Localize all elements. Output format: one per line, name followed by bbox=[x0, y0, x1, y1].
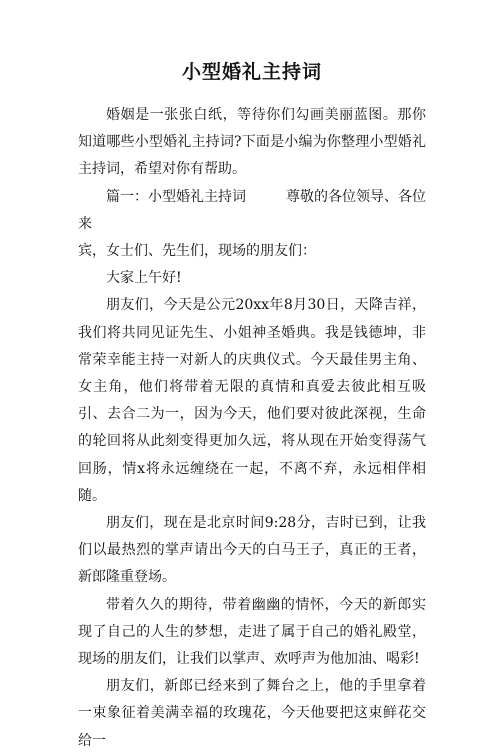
intro-paragraph: 婚姻是一张张白纸，等待你们勾画美丽蓝图。那你知道哪些小型婚礼主持词?下面是小编为你整理小型婚礼主持词，希望对你有帮助。 bbox=[78, 107, 426, 178]
opening-paragraph: 朋友们，今天是公元20xx年8月30日，天降吉祥，我们将共同见证先生、小姐神圣婚典。我是钱德坤，非常荣幸能主持一对新人的庆典仪式。今天最佳男主角、女主角，他们将带着无限的真情和真爱去彼此相互吸引、去合二为一，因为今天，他们要对彼此深视，生命的轮回将从此刻变得更加久远，将从现在开始变得荡气回肠，情x将永远缠绕在一起，不离不弃，永远相伴相随。 bbox=[78, 297, 426, 504]
document-title: 小型婚礼主持词 bbox=[181, 61, 322, 83]
groom-entrance-paragraph: 朋友们，现在是北京时间9:28分，吉时已到，让我们以最热烈的掌声请出今天的白马王子，真正的王者，新郎隆重登场。 bbox=[78, 515, 426, 586]
section-heading-paragraph bbox=[78, 184, 426, 238]
greeting-continuation: 宾，女士们、先生们，现场的朋友们： bbox=[78, 243, 316, 260]
groom-dream-paragraph: 带着久久的期待，带着幽幽的情怀，今天的新郎实现了自己的人生的梦想，走进了属于自己的婚礼殿堂，现场的朋友们，让我们以掌声、欢呼声为他加油、喝彩! bbox=[78, 596, 426, 668]
roses-paragraph: 朋友们，新郎已经来到了舞台之上，他的手里拿着一束象征着美满幸福的玫瑰花，今天他要把这束鲜花交给一 bbox=[78, 678, 426, 749]
greeting-paragraph: 大家上午好! bbox=[106, 270, 182, 287]
greeting-start: 尊敬的各位领导、各位来 bbox=[78, 188, 426, 232]
section-heading: 篇一：小型婚礼主持词 bbox=[106, 188, 246, 205]
